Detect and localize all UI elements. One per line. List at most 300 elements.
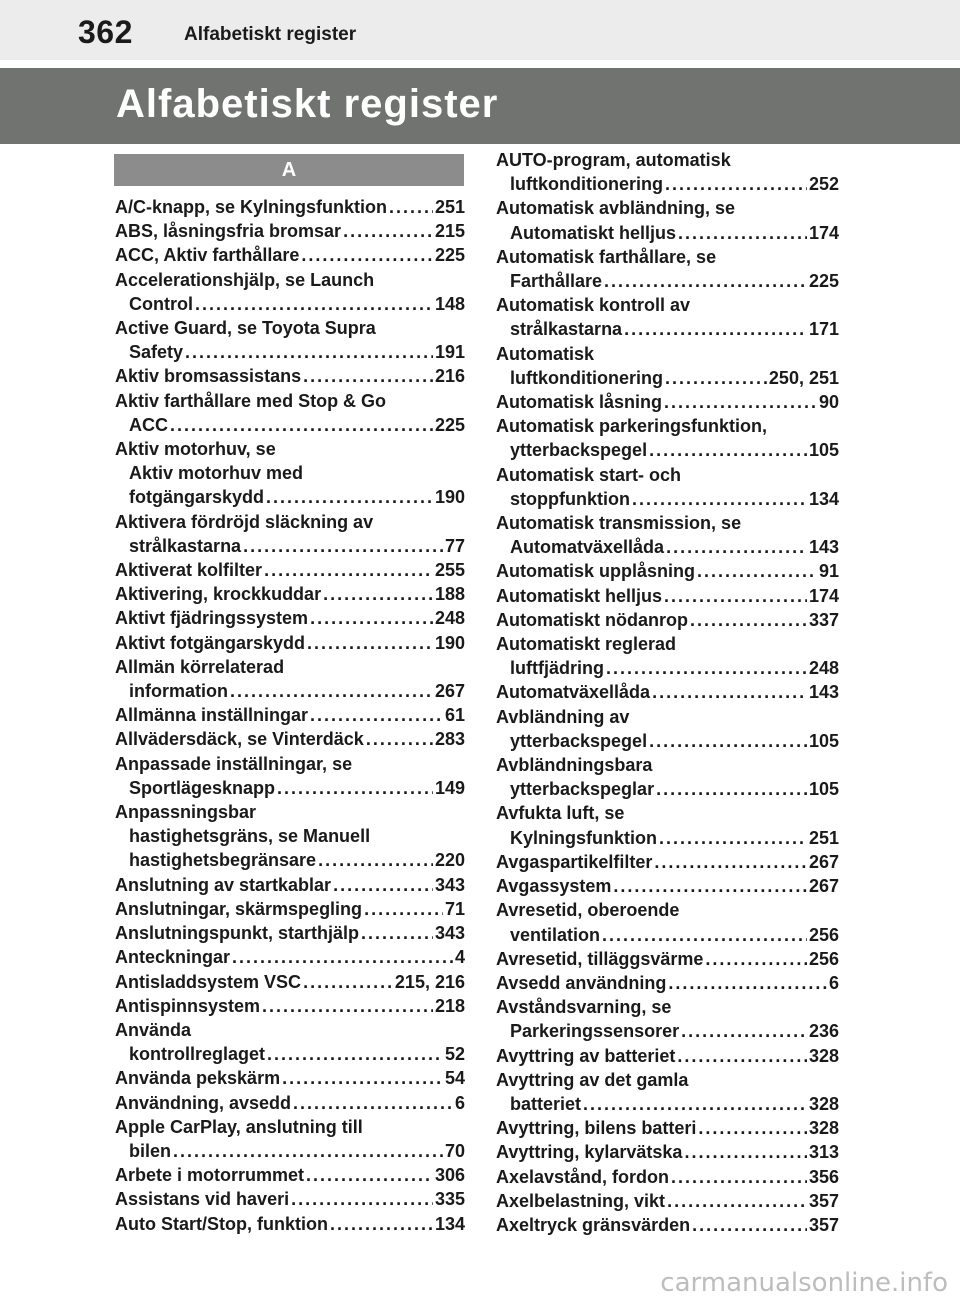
dot-leader [668,971,827,995]
dot-leader [583,1092,807,1116]
dot-leader [318,848,433,872]
index-entry-line [496,172,839,196]
index-entry [115,364,465,388]
index-entry-line [496,680,839,704]
index-entry-text: Antisladdsystem VSC [115,971,302,992]
index-entry-text: Anpassade inställningar, se [115,753,353,774]
index-entry [496,705,839,753]
dot-leader [690,608,807,632]
page-reference: 343 [434,923,465,944]
page-reference: 174 [808,222,839,243]
page-reference: 220 [434,850,465,871]
page-reference: 54 [444,1068,465,1089]
index-entry-text: Avgaspartikelfilter [496,851,653,872]
index-entry [115,703,465,727]
index-entry-text: luftfjädring [510,658,604,679]
index-entry-line [496,317,839,341]
dot-leader [366,727,433,751]
index-entry-line [496,874,839,898]
index-entry-text: ACC [129,414,168,435]
page-reference: 216 [434,366,465,387]
page-reference: 143 [808,537,839,558]
page-reference: 335 [434,1189,465,1210]
dot-leader [243,534,443,558]
page-reference: 267 [808,876,839,897]
index-entry-line [115,1212,465,1236]
index-entry-line [115,582,465,606]
index-entry-text: Anslutningspunkt, starthjälp [115,923,360,944]
index-entry-text: Anslutning av startkablar [115,874,332,895]
index-entry-line [115,364,465,388]
index-entry-text: Avyttring, bilens batteri [496,1118,697,1139]
index-entry-text: Använda [115,1019,192,1040]
index-entry-line [496,366,839,390]
dot-leader [303,364,433,388]
dot-leader [665,172,807,196]
index-entry-line [496,1140,839,1164]
index-entry [496,390,839,414]
dot-leader [664,390,817,414]
dot-leader [170,413,433,437]
index-entry [496,1189,839,1213]
index-entry-line [115,219,465,243]
index-entry-text: Avbländning av [496,706,630,727]
page-reference: 255 [434,560,465,581]
page-reference: 225 [434,245,465,266]
page-reference: 188 [434,584,465,605]
dot-leader [665,366,767,390]
page-reference: 171 [808,319,839,340]
dot-leader [262,994,433,1018]
index-entry-line [115,897,465,921]
index-entry-text: Automatisk kontroll av [496,295,691,316]
index-entry-line [115,945,465,969]
index-entry-line [115,1091,465,1115]
index-entry [115,558,465,582]
dot-leader [613,874,807,898]
page-reference: 357 [808,1190,839,1211]
page-reference: 313 [808,1142,839,1163]
index-entry-text: Arbete i motorrummet [115,1165,305,1186]
page-reference: 218 [434,995,465,1016]
dot-leader [624,317,807,341]
index-entry-text: Automatisk upplåsning [496,561,696,582]
index-entry [496,245,839,293]
page-reference: 148 [434,293,465,314]
index-entry-line [496,971,839,995]
index-entry-line [115,558,465,582]
index-entry [115,1163,465,1187]
dot-leader [310,606,433,630]
running-header-title: Alfabetiskt register [184,24,357,45]
index-entry-line [496,1189,839,1213]
index-entry-line [115,413,465,437]
index-entry [115,1018,465,1066]
index-entry-line [496,608,839,632]
index-entry-text: Aktiverat kolfilter [115,560,263,581]
title-banner [0,68,960,144]
dot-leader [684,1140,807,1164]
page-reference: 251 [808,827,839,848]
dot-leader [606,656,807,680]
dot-leader [307,631,433,655]
dot-leader [364,897,443,921]
index-entry-text: stoppfunktion [510,488,630,509]
index-entry-text: Allmän körrelaterad [115,656,285,677]
page-reference: 105 [808,440,839,461]
dot-leader [232,945,453,969]
index-entry-line [496,923,839,947]
dot-leader [277,776,433,800]
page-reference: 248 [434,608,465,629]
page-reference: 91 [818,561,839,582]
index-entry-line [496,656,839,680]
dot-leader [323,582,433,606]
page-reference: 252 [808,174,839,195]
index-entry-line [115,921,465,945]
index-entry-text: luftkonditionering [510,174,663,195]
index-entry-text: Parkeringssensorer [510,1021,680,1042]
page-reference: 143 [808,682,839,703]
index-entry-text: Active Guard, se Toyota Supra [115,318,376,339]
page-reference: 306 [434,1165,465,1186]
index-entry-text: Auto Start/Stop, funktion [115,1213,328,1234]
index-entry-line [115,1066,465,1090]
page-reference: 250, 251 [768,367,839,388]
index-entry [115,800,465,873]
index-entry [496,971,839,995]
index-entry-text: Assistans vid haveri [115,1189,290,1210]
index-entry-line [496,559,839,583]
index-entry-line [496,487,839,511]
page-reference: 71 [444,898,465,919]
index-entry-text: Control [129,293,193,314]
index-entry [115,897,465,921]
dot-leader [697,559,817,583]
page-reference: 6 [454,1092,465,1113]
index-entry-line [496,535,839,559]
dot-leader [698,1116,807,1140]
index-entry-line [496,1019,839,1043]
index-entry [115,655,465,703]
index-entry-line [115,631,465,655]
index-entry-text: Avfukta luft, se [496,803,625,824]
dot-leader [705,947,807,971]
index-entry-line [115,195,465,219]
index-entry [496,680,839,704]
index-entry-text: batteriet [510,1093,582,1114]
index-entry-text: Aktivt fjädringssystem [115,608,309,629]
index-entry-line [496,269,839,293]
index-entry-line [115,485,465,509]
index-entry-text: Aktiv motorhuv med [129,463,304,484]
page-reference: 328 [808,1118,839,1139]
index-entry-text: Sportlägesknapp [129,777,276,798]
dot-leader [678,221,807,245]
index-entry-line [496,1092,839,1116]
index-entry-text: ventilation [510,924,601,945]
index-entry [115,631,465,655]
index-entry-text: Automatiskt reglerad [496,634,677,655]
index-entry [115,316,465,364]
index-entry-text: Avståndsvarning, se [496,997,672,1018]
index-entry-line [115,703,465,727]
index-entry-line [496,1116,839,1140]
page-reference: 225 [434,414,465,435]
index-entry-line [115,534,465,558]
index-entry-text: Safety [129,342,184,363]
index-entry-text: Avyttring av det gamla [496,1069,689,1090]
index-entry-text: Allmänna inställningar [115,705,309,726]
dot-leader [671,1165,807,1189]
index-entry-text: Automatiskt helljus [496,585,663,606]
index-entry-text: luftkonditionering [510,367,663,388]
dot-leader [652,680,807,704]
index-entry-text: Aktiv motorhuv, se [115,439,276,460]
index-entry [496,1213,839,1237]
index-entry [496,850,839,874]
page-reference: 4 [454,947,465,968]
index-entry-text: Kylningsfunktion [510,827,657,848]
dot-leader [282,1066,443,1090]
index-entry-text: Automatiskt helljus [510,222,677,243]
index-entry [115,1187,465,1211]
index-entry-text: fotgängarskydd [129,487,265,508]
index-entry-line [115,340,465,364]
index-entry-text: Apple CarPlay, anslutning till [115,1116,363,1137]
page-reference: 251 [434,197,465,217]
index-entry-text: Användning, avsedd [115,1092,292,1113]
index-entry-text: Automatväxellåda [510,537,665,558]
index-entry-line [115,776,465,800]
index-entry-text: Antispinnsystem [115,995,261,1016]
index-entry-line [496,947,839,971]
index-entry [115,219,465,243]
page-reference: 328 [808,1045,839,1066]
page-reference: 248 [808,658,839,679]
index-entry [496,463,839,511]
index-entry-line [496,221,839,245]
index-entry [496,1044,839,1068]
index-entry-text: information [129,681,228,702]
index-entry [496,947,839,971]
index-entry [115,994,465,1018]
index-entry-line [496,826,839,850]
dot-leader [667,1189,807,1213]
index-entry-text: Aktivering, krockkuddar [115,584,322,605]
dot-leader [389,195,433,219]
index-entry [115,510,465,558]
page-reference: 134 [808,488,839,509]
index-entry-text: ytterbackspegel [510,730,648,751]
index-entry-text: Anpassningsbar [115,802,257,823]
index-column-right [496,148,839,1237]
index-entry [496,1116,839,1140]
dot-leader [330,1212,433,1236]
index-entry-text: Avresetid, oberoende [496,900,680,921]
index-entry [115,268,465,316]
dot-leader [195,292,433,316]
index-column-left [115,195,465,1236]
dot-leader [659,826,807,850]
index-entry [115,606,465,630]
index-entry-line [115,873,465,897]
index-entry [115,1091,465,1115]
index-entry-text: Automatisk avbländning, se [496,198,736,219]
page-reference: 215, 216 [394,971,465,992]
page-reference: 105 [808,730,839,751]
index-entry [115,1212,465,1236]
index-entry [115,727,465,751]
header-strip [0,0,960,60]
dot-leader [310,703,443,727]
index-entry-text: strålkastarna [129,535,242,556]
dot-leader [293,1091,453,1115]
page-reference: 105 [808,779,839,800]
page-reference: 343 [434,874,465,895]
index-entry-text: Anslutningar, skärmspegling [115,898,363,919]
index-entry [115,921,465,945]
index-entry-text: ACC, Aktiv farthållare [115,245,300,266]
watermark: carmanualsonline.info [660,1268,948,1298]
index-entry [115,752,465,800]
dot-leader [267,1042,443,1066]
index-entry [496,584,839,608]
index-entry-text: Aktivera fördröjd släckning av [115,511,374,532]
index-entry-text: Aktivt fotgängarskydd [115,632,306,653]
index-entry [496,196,839,244]
index-entry-line [115,727,465,751]
index-entry [496,511,839,559]
index-entry [496,414,839,462]
page-reference: 190 [434,487,465,508]
index-entry-text: ytterbackspegel [510,440,648,461]
index-entry [496,753,839,801]
dot-leader [677,1044,807,1068]
page-reference: 70 [444,1140,465,1161]
page-reference: 337 [808,609,839,630]
index-entry [496,898,839,946]
index-entry-text: Farthållare [510,271,603,292]
page-reference: 236 [808,1021,839,1042]
page-reference: 77 [444,535,465,556]
index-entry-text: Allvädersdäck, se Vinterdäck [115,729,364,750]
page-number: 362 [78,14,133,50]
page-reference: 256 [808,948,839,969]
dot-leader [602,923,807,947]
index-entry [115,970,465,994]
index-entry [496,608,839,632]
index-entry-text: Aktiv farthållare med Stop & Go [115,390,387,411]
dot-leader [654,850,807,874]
dot-leader [361,921,433,945]
page-reference: 149 [434,777,465,798]
page-reference: 267 [434,681,465,702]
index-entry-line [115,606,465,630]
page-title: Alfabetiskt register [116,82,499,126]
index-entry-text: Avsedd användning [496,972,667,993]
index-entry [496,559,839,583]
index-entry [115,873,465,897]
index-entry-text: Anteckningar [115,947,231,968]
index-entry-text: hastighetsgräns, se Manuell [129,826,371,847]
index-entry-text: Automatisk [496,343,595,364]
page-reference: 6 [828,972,839,993]
page-reference: 52 [444,1044,465,1065]
index-entry-text: Avresetid, tilläggsvärme [496,948,704,969]
dot-leader [333,873,433,897]
index-entry-text: Avyttring av batteriet [496,1045,676,1066]
page-reference: 190 [434,632,465,653]
page-reference: 256 [808,924,839,945]
index-entry-line [115,994,465,1018]
dot-leader [173,1139,443,1163]
index-entry-text: strålkastarna [510,319,623,340]
page-reference: 191 [434,342,465,363]
dot-leader [306,1163,433,1187]
index-entry [115,1066,465,1090]
index-entry [496,1068,839,1116]
index-entry-line [496,390,839,414]
index-entry [115,945,465,969]
index-entry-line [115,1042,465,1066]
dot-leader [649,729,807,753]
page-reference: 357 [808,1214,839,1235]
index-entry-text: hastighetsbegränsare [129,850,317,871]
index-entry-line [496,777,839,801]
section-letter-a: A [114,154,464,186]
index-entry-text: Avbländningsbara [496,755,653,776]
index-entry-line [115,1163,465,1187]
page-reference: 267 [808,851,839,872]
index-entry-line [115,1139,465,1163]
index-entry-text: AUTO-program, automatisk [496,150,731,170]
index-entry [496,1165,839,1189]
index-entry-text: Automatisk transmission, se [496,513,742,534]
index-entry-text: Automatisk farthållare, se [496,246,717,267]
page-reference: 134 [434,1213,465,1234]
index-entry [496,148,839,196]
index-entry [496,1140,839,1164]
page-reference: 225 [808,271,839,292]
page-reference: 90 [818,392,839,413]
index-entry-text: ABS, låsningsfria bromsar [115,221,342,242]
page-reference: 174 [808,585,839,606]
index-entry-line [115,848,465,872]
index-entry-line [115,243,465,267]
dot-leader [649,438,807,462]
dot-leader [264,558,433,582]
index-entry-line [115,1187,465,1211]
index-entry-line [496,1044,839,1068]
index-entry-text: Avgassystem [496,876,612,897]
index-entry-text: Använda pekskärm [115,1068,281,1089]
index-entry-line [496,729,839,753]
page-reference: 356 [808,1166,839,1187]
page-reference: 61 [444,705,465,726]
dot-leader [343,219,433,243]
dot-leader [681,1019,807,1043]
index-entry-text: bilen [129,1140,172,1161]
index-entry-text: Automatisk parkeringsfunktion, [496,416,768,437]
index-entry-text: Automatisk låsning [496,392,663,413]
index-entry [496,293,839,341]
index-entry [496,874,839,898]
index-entry [115,1115,465,1163]
index-entry [115,582,465,606]
index-entry-text: Automatisk start- och [496,464,682,485]
index-entry-text: Axeltryck gränsvärden [496,1214,691,1235]
